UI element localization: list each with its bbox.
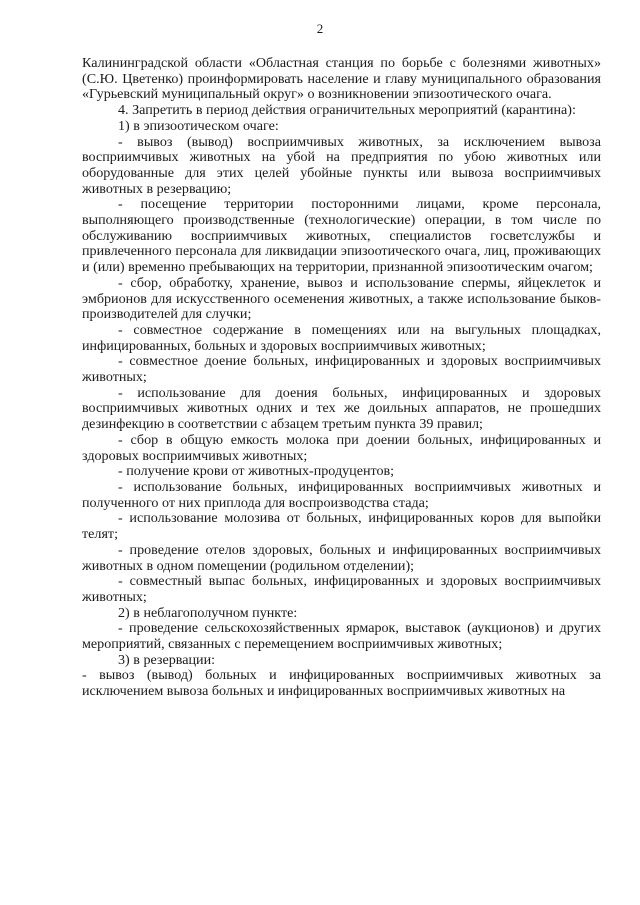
list-item: - сбор, обработку, хранение, вывоз и использование спермы, яйцеклеток и эмбрионов для искусственного осеменения животных, а также использование быков-производителей для случки; [82,274,601,323]
document-body [82,56,601,700]
list-item: - совместное содержание в помещениях или на выгульных площадках, инфицированных, больных и здоровых восприимчивых животных; [82,321,601,354]
list-item: - вывоз (вывод) восприимчивых животных, за исключением вывоза восприимчивых животных на убой на предприятия по убою животных или оборудованные для этих целей убойные пункты или вывоза восприимчивых животных в резервацию; [82,133,601,197]
list-item: - посещение территории посторонними лицами, кроме персонала, выполняющего производственные (технологические) операции, в том числе по обслуживанию восприимчивых животных, специалистов госветслужбы и привлеченного персонала для ликвидации эпизоотического очага, лиц, проживающих и (или) временно пребывающих на территории, признанной эпизоотическим очагом; [82,196,601,276]
list-item: - использование больных, инфицированных восприимчивых животных и полученного от них приплода для воспроизводства стада; [82,478,601,511]
paragraph-item-4: 4. Запретить в период действия ограничительных мероприятий (карантина): [118,102,576,119]
paragraph-continuation: Калининградской области «Областная станция по борьбе с болезнями животных» (С.Ю. Цветенко) проинформировать население и главу муниципального образования «Гурьевский муниципальный округ» о возникновении эпизоотического очага. [82,55,601,103]
list-item: - использование для доения больных, инфицированных и здоровых восприимчивых животных одних и тех же доильных аппаратов, не прошедших дезинфекцию в соответствии с абзацем третьим пункта 39 правил; [82,384,601,433]
list-item: - совместный выпас больных, инфицированных и здоровых восприимчивых животных; [82,573,601,605]
list-item: - получение крови от животных-продуцентов; [118,463,395,480]
page-number: 2 [316,21,324,36]
list-item: - совместное доение больных, инфицированных и здоровых восприимчивых животных; [82,353,601,386]
subheading-reservation: 3) в резервации: [118,651,216,668]
list-item: - использование молозива от больных, инфицированных коров для выпойки телят; [82,510,601,543]
subheading-unfavorable-point: 2) в неблагополучном пункте: [118,604,298,621]
subheading-epizootic-focus: 1) в эпизоотическом очаге: [118,117,279,134]
list-item: - вывоз (вывод) больных и инфицированных восприимчивых животных за исключением вывоза больных и инфицированных восприимчивых животных на [82,667,601,700]
list-item: - сбор в общую емкость молока при доении больных, инфицированных и здоровых восприимчивых животных; [82,431,601,464]
list-item: - проведение сельскохозяйственных ярмарок, выставок (аукционов) и других мероприятий, связанных с перемещением восприимчивых животных; [82,620,601,653]
list-item: - проведение отелов здоровых, больных и инфицированных восприимчивых животных в одном помещении (родильном отделении); [82,541,601,574]
